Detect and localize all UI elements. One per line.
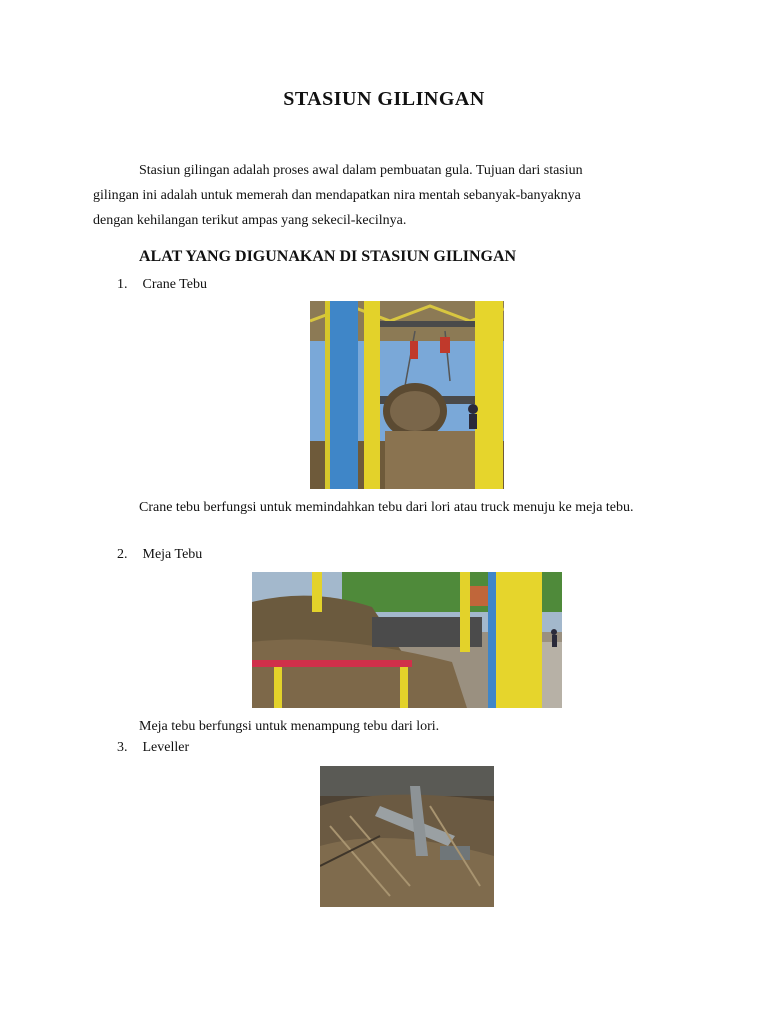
intro-line: gilingan ini adalah untuk memerah dan mendapatkan nira mentah sebanyak-banyaknya [93, 188, 581, 203]
intro-paragraph [93, 158, 653, 233]
item-number: 1. [117, 277, 128, 292]
meja-tebu-photo [252, 572, 562, 708]
item-name: Meja Tebu [142, 547, 203, 562]
item-name: Crane Tebu [142, 277, 207, 292]
meja-tebu-description: Meja tebu berfungsi untuk menampung tebu dari lori. [139, 719, 440, 734]
item-name: Leveller [142, 740, 190, 755]
intro-line: dengan kehilangan terikut ampas yang sekecil-kecilnya. [93, 213, 407, 228]
crane-tebu-description: Crane tebu berfungsi untuk memindahkan tebu dari lori atau truck menuju ke meja tebu. [139, 500, 634, 515]
list-item-leveller [117, 740, 189, 756]
crane-tebu-photo [310, 301, 504, 489]
page-title: STASIUN GILINGAN [283, 88, 485, 110]
list-item-meja-tebu [117, 547, 202, 563]
section-heading: ALAT YANG DIGUNAKAN DI STASIUN GILINGAN [139, 248, 517, 265]
item-number: 3. [117, 740, 128, 755]
leveller-photo [320, 766, 494, 907]
item-number: 2. [117, 547, 128, 562]
intro-line: Stasiun gilingan adalah proses awal dalam pembuatan gula. Tujuan dari stasiun [139, 163, 583, 178]
list-item-crane-tebu [117, 277, 207, 293]
